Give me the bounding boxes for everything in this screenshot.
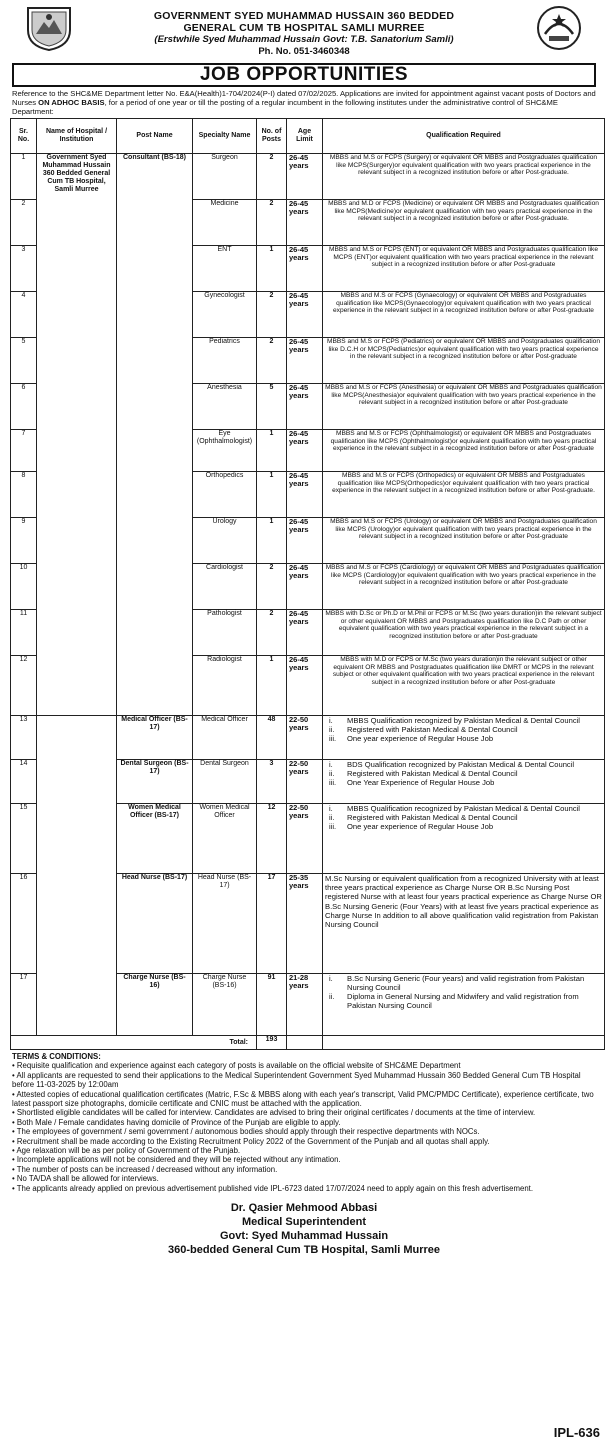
row-qualification: MBBS with D.Sc or Ph.D or M.Phil or FCPS or M.Sc (two years duration)in the relevant subject or other equivalent OR MBBS and Postgraduates qualification like D.C Path or other equivalent qualification with two years practical experience in the relevant subject in a recognized institution before or after Post-graduate [323, 610, 605, 656]
row-age: 26-45 years [287, 564, 323, 610]
terms-item: • Attested copies of educational qualification certificates (Matric, F.Sc & MBBS along with each year's transcript, Valid PMC/PMDC Certificate), experience certificate, two latest passport size photographs, domicile certificate and CNIC must be attached with the application. [12, 1089, 594, 1109]
row-age: 26-45 years [287, 384, 323, 430]
row-specialty: Orthopedics [193, 472, 257, 518]
terms-item: • Incomplete applications will not be considered and they will be rejected without any intimation. [12, 1155, 341, 1165]
qualification-item [325, 769, 602, 778]
intro-part-2: , for a period of one year or till the posting of a regular incumbent in the following institutes under the administrative control of SHC&ME Department: [12, 98, 558, 116]
item-text: One Year Experience of Regular House Job [347, 778, 495, 787]
qualification-list [325, 804, 602, 831]
row-specialty: Cardiologist [193, 564, 257, 610]
row-posts: 5 [257, 384, 287, 430]
row-posts: 2 [257, 200, 287, 246]
row-posts: 1 [257, 518, 287, 564]
row-sr: 14 [11, 760, 37, 804]
post-name: Consultant (BS-18) [117, 154, 193, 716]
row-age: 26-45 years [287, 154, 323, 200]
qualification-item [325, 804, 602, 813]
row-specialty: ENT [193, 246, 257, 292]
row-posts: 1 [257, 472, 287, 518]
row-sr: 2 [11, 200, 37, 246]
table-row [11, 154, 605, 200]
signatory-name: Dr. Qasier Mehmood Abbasi [230, 1202, 378, 1215]
row-sr: 1 [11, 154, 37, 200]
row-specialty: Charge Nurse (BS-16) [193, 974, 257, 1036]
row-qualification: MBBS and M.S or FCPS (ENT) or equivalent OR MBBS and Postgraduates qualification like MCPS (ENT)or equivalent qualification with two years practical experience in the relevant subject in a recognized institution before or after Post-graduate [323, 246, 605, 292]
row-posts: 17 [257, 874, 287, 974]
row-qualification: MBBS with M.D or FCPS or M.Sc (two years duration)in the relevant subject or other equivalent OR MBBS and Postgraduates qualification like DMRT or MCPS in the relevant subject or other equivalent qualification with two years practical experience in the relevant subject in a recognized institution before or after Post-graduate [323, 656, 605, 716]
col-header-qualification: Qualification Required [323, 119, 605, 154]
row-sr: 9 [11, 518, 37, 564]
row-specialty: Anesthesia [193, 384, 257, 430]
qualification-item [325, 734, 602, 743]
signatory-place: 360-bedded General Cum TB Hospital, Samli Murree [167, 1244, 440, 1257]
qualification-item [325, 778, 602, 787]
row-sr: 3 [11, 246, 37, 292]
row-specialty: Gynecologist [193, 292, 257, 338]
row-specialty: Medical Officer [193, 716, 257, 760]
qualification-item [325, 760, 602, 769]
col-header-sr: Sr. No. [11, 119, 37, 154]
total-row [11, 1036, 605, 1050]
row-post: Head Nurse (BS-17) [117, 874, 193, 974]
header-phone: Ph. No. 051-3460348 [258, 46, 350, 57]
row-sr: 7 [11, 430, 37, 472]
terms-item: • No TA/DA shall be allowed for interviews. [12, 1174, 159, 1184]
qualification-item [325, 716, 602, 725]
row-qualification [323, 716, 605, 760]
row-sr: 11 [11, 610, 37, 656]
item-text: MBBS Qualification recognized by Pakistan Medical & Dental Council [347, 716, 580, 725]
row-post: Medical Officer (BS-17) [117, 716, 193, 760]
row-specialty: Eye (Ophthalmologist) [193, 430, 257, 472]
row-sr: 6 [11, 384, 37, 430]
table-row [11, 716, 605, 760]
item-text: BDS Qualification recognized by Pakistan Medical & Dental Council [347, 760, 575, 769]
row-age: 26-45 years [287, 292, 323, 338]
item-number: iii. [329, 822, 337, 831]
row-specialty: Radiologist [193, 656, 257, 716]
row-specialty: Medicine [193, 200, 257, 246]
row-sr: 16 [11, 874, 37, 974]
row-sr: 12 [11, 656, 37, 716]
item-number: i. [329, 974, 333, 983]
row-age: 22-50 years [287, 716, 323, 760]
header-subtitle: (Erstwhile Syed Muhammad Hussain Govt: T.B. Sanatorium Samli) [154, 34, 454, 45]
row-qualification: MBBS and M.S or FCPS (Cardiology) or equivalent OR MBBS and Postgraduates qualification like MCPS (Cardiology)or equivalent qualification with two years practical experience in the relevant subject in a recognized institution before or after Post-graduate [323, 564, 605, 610]
row-sr: 13 [11, 716, 37, 760]
item-text: MBBS Qualification recognized by Pakistan Medical & Dental Council [347, 804, 580, 813]
qualification-list [325, 974, 602, 1010]
page-title: JOB OPPORTUNITIES [12, 63, 596, 87]
row-qualification [323, 760, 605, 804]
terms-item: • All applicants are requested to send their applications to the Medical Superintendent Government Syed Muhammad Hussain 360 Bedded General Cum TB Hospital before 11-03-2025 by 12:00am [12, 1070, 581, 1090]
terms-item: • The applicants already applied on previous advertisement published vide IPL-6723 dated 17/07/2024 need to apply again on this fresh advertisement. [12, 1183, 533, 1193]
total-blank-2 [323, 1036, 605, 1050]
header-title-1: GOVERNMENT SYED MUHAMMAD HUSSAIN 360 BEDDED [153, 10, 455, 22]
terms-heading: TERMS & CONDITIONS: [12, 1052, 101, 1061]
header [4, 0, 604, 62]
row-posts: 2 [257, 610, 287, 656]
row-specialty: Dental Surgeon [193, 760, 257, 804]
terms-item: • Recruitment shall be made according to the Existing Recruitment Policy 2022 of the Government of the Punjab and all quotas shall apply. [12, 1136, 490, 1146]
row-specialty: Women Medical Officer [193, 804, 257, 874]
terms-item: • The number of posts can be increased / decreased without any information. [12, 1164, 278, 1174]
item-text: One year experience of Regular House Job [347, 822, 494, 831]
item-text: Diploma in General Nursing and Midwifery and valid registration from Pakistan Nursing Council [347, 992, 579, 1010]
total-blank-1 [287, 1036, 323, 1050]
row-sr: 15 [11, 804, 37, 874]
terms-item: • Age relaxation will be as per policy of Government of the Punjab. [12, 1146, 241, 1156]
total-label: Total: [11, 1036, 257, 1050]
col-header-posts: No. of Posts [257, 119, 287, 154]
row-age: 26-45 years [287, 518, 323, 564]
qualification-item [325, 974, 602, 992]
item-text: Registered with Pakistan Medical & Dental Council [347, 769, 518, 778]
item-number: ii. [329, 813, 335, 822]
row-qualification [323, 974, 605, 1036]
row-posts: 48 [257, 716, 287, 760]
item-number: ii. [329, 725, 335, 734]
row-sr: 8 [11, 472, 37, 518]
item-text: Registered with Pakistan Medical & Dental Council [347, 725, 518, 734]
qualification-item [325, 725, 602, 734]
item-text: B.Sc Nursing Generic (Four years) and valid registration from Pakistan Nursing Council [347, 974, 585, 992]
terms-item: • Requisite qualification and experience against each category of posts is available on the official website of SHC&ME Department [12, 1061, 461, 1071]
row-post: Dental Surgeon (BS-17) [117, 760, 193, 804]
jobs-table [10, 118, 605, 1050]
row-age: 26-45 years [287, 338, 323, 384]
item-number: i. [329, 716, 333, 725]
item-number: ii. [329, 992, 335, 1001]
row-age: 26-45 years [287, 610, 323, 656]
table-header-row [11, 119, 605, 154]
row-age: 22-50 years [287, 804, 323, 874]
row-posts: 2 [257, 564, 287, 610]
signatory-org: Govt: Syed Muhammad Hussain [219, 1230, 389, 1243]
item-text: Registered with Pakistan Medical & Dental Council [347, 813, 518, 822]
row-age: 22-50 years [287, 760, 323, 804]
row-age: 26-45 years [287, 246, 323, 292]
signatory-title: Medical Superintendent [241, 1216, 367, 1229]
advertisement [4, 0, 604, 1257]
hospital-blank [37, 716, 117, 1036]
row-qualification: MBBS and M.S or FCPS (Surgery) or equivalent OR MBBS and Postgraduates qualification like MCPS(Surgery)or equivalent qualification with two years practical experience in the relevant subject in a recognized institution before or after Post-graduate. [323, 154, 605, 200]
row-specialty: Pathologist [193, 610, 257, 656]
col-header-specialty: Specialty Name [193, 119, 257, 154]
col-header-hospital: Name of Hospital / Institution [37, 119, 117, 154]
terms-conditions [12, 1052, 598, 1193]
row-posts: 2 [257, 338, 287, 384]
row-age: 21-28 years [287, 974, 323, 1036]
row-posts: 3 [257, 760, 287, 804]
row-specialty: Head Nurse (BS-17) [193, 874, 257, 974]
row-posts: 12 [257, 804, 287, 874]
row-specialty: Urology [193, 518, 257, 564]
row-post: Women Medical Officer (BS-17) [117, 804, 193, 874]
row-posts: 1 [257, 246, 287, 292]
signature-block [4, 1201, 604, 1257]
row-qualification: M.Sc Nursing or equivalent qualification from a recognized University with at least three years practical experience as Charge Nurse OR B.Sc Nursing Post registered Nurse with at least four years practical experience as Charge Nurse OR B.Sc Nursing Generic (Four Years) with at least five years practical experience as Charge Nurse In addition to all above qualification valid registration from Pakistan Nursing Council [323, 874, 605, 974]
row-specialty: Pediatrics [193, 338, 257, 384]
row-qualification: MBBS and M.S or FCPS (Gynaecology) or equivalent OR MBBS and Postgraduates qualification like MCPS(Gynaecology)or equivalent qualification with two years practical experience in the relevant subject in a recognized institution before or after Post-graduate [323, 292, 605, 338]
qualification-list [325, 760, 602, 787]
qualification-list [325, 716, 602, 743]
row-qualification: MBBS and M.S or FCPS (Anesthesia) or equivalent OR MBBS and Postgraduates qualification like MCPS(Anesthesia)or equivalent qualification with two years practical experience in the relevant subject in a recognized institution before or after Post-graduate [323, 384, 605, 430]
row-specialty: Surgeon [193, 154, 257, 200]
row-age: 26-45 years [287, 200, 323, 246]
total-value: 193 [257, 1036, 287, 1050]
intro-part-1: Reference to the SHC&ME Department letter No. E&A(Health)1-704/2024(P-I) dated 07/02/2025. Applications are invited for appointment against vacant posts of Doctors and Nurses [12, 89, 596, 107]
intro-text [12, 89, 598, 116]
terms-item: • Shortlisted eligible candidates will be called for interview. Candidates are advised to bring their original certificates / documents at the time of interview. [12, 1108, 536, 1118]
row-qualification: MBBS and M.S or FCPS (Ophthalmologist) or equivalent OR MBBS and Postgraduates qualification like MCPS (Ophthalmologist)or equivalent qualification with two years practical experience in the relevant subject in a recognized institution before or after Post-graduate [323, 430, 605, 472]
row-age: 26-45 years [287, 472, 323, 518]
row-qualification [323, 804, 605, 874]
row-post: Charge Nurse (BS-16) [117, 974, 193, 1036]
row-posts: 2 [257, 292, 287, 338]
row-age: 26-45 years [287, 656, 323, 716]
item-number: i. [329, 760, 333, 769]
ipl-number: IPL-636 [553, 1425, 600, 1440]
row-sr: 17 [11, 974, 37, 1036]
intro-bold: ON ADHOC BASIS [38, 98, 105, 107]
row-qualification: MBBS and M.S or FCPS (Pediatrics) or equivalent OR MBBS and Postgraduates qualification like D.C.H or MCPS(Pediatrics)or equivalent qualification with two years practical experience in the relevant subject in a recognized institution before or after Post-graduate [323, 338, 605, 384]
item-text: One year experience of Regular House Job [347, 734, 494, 743]
row-sr: 4 [11, 292, 37, 338]
col-header-age: Age Limit [287, 119, 323, 154]
row-qualification: MBBS and M.D or FCPS (Medicine) or equivalent OR MBBS and Postgraduates qualification like MCPS(Medicine)or equivalent qualification with two years practical experience in the relevant subject in a recognized institution before or after Post-graduate. [323, 200, 605, 246]
item-number: i. [329, 804, 333, 813]
row-posts: 1 [257, 430, 287, 472]
qualification-item [325, 813, 602, 822]
terms-item: • The employees of government / semi government / autonomous bodies should apply through their respective departments with NOCs. [12, 1127, 480, 1137]
row-sr: 5 [11, 338, 37, 384]
row-age: 25-35 years [287, 874, 323, 974]
row-posts: 1 [257, 656, 287, 716]
hospital-emblem-icon [22, 4, 76, 52]
item-number: iii. [329, 778, 337, 787]
row-sr: 10 [11, 564, 37, 610]
punjab-govt-emblem-icon [532, 4, 586, 52]
terms-item: • Both Male / Female candidates having domicile of Province of the Punjab are eligible to apply. [12, 1117, 341, 1127]
qualification-item [325, 992, 602, 1010]
qualification-item [325, 822, 602, 831]
header-title-2: GENERAL CUM TB HOSPITAL SAMLI MURREE [183, 22, 425, 34]
row-posts: 2 [257, 154, 287, 200]
row-qualification: MBBS and M.S or FCPS (Orthopedics) or equivalent OR MBBS and Postgraduates qualification like MCPS(Orthopedics)or equivalent qualification with two years practical experience in the relevant subject in a recognized institution before or after Post-graduate. [323, 472, 605, 518]
row-age: 26-45 years [287, 430, 323, 472]
hospital-name: Government Syed Muhammad Hussain 360 Bedded General Cum TB Hospital, Samli Murree [37, 154, 117, 716]
row-qualification: MBBS and M.S or FCPS (Urology) or equivalent OR MBBS and Postgraduates qualification like MCPS (Urology)or equivalent qualification with two years practical experience in the relevant subject in a recognized institution before or after Post-graduate [323, 518, 605, 564]
item-number: iii. [329, 734, 337, 743]
col-header-post: Post Name [117, 119, 193, 154]
row-posts: 91 [257, 974, 287, 1036]
item-number: ii. [329, 769, 335, 778]
